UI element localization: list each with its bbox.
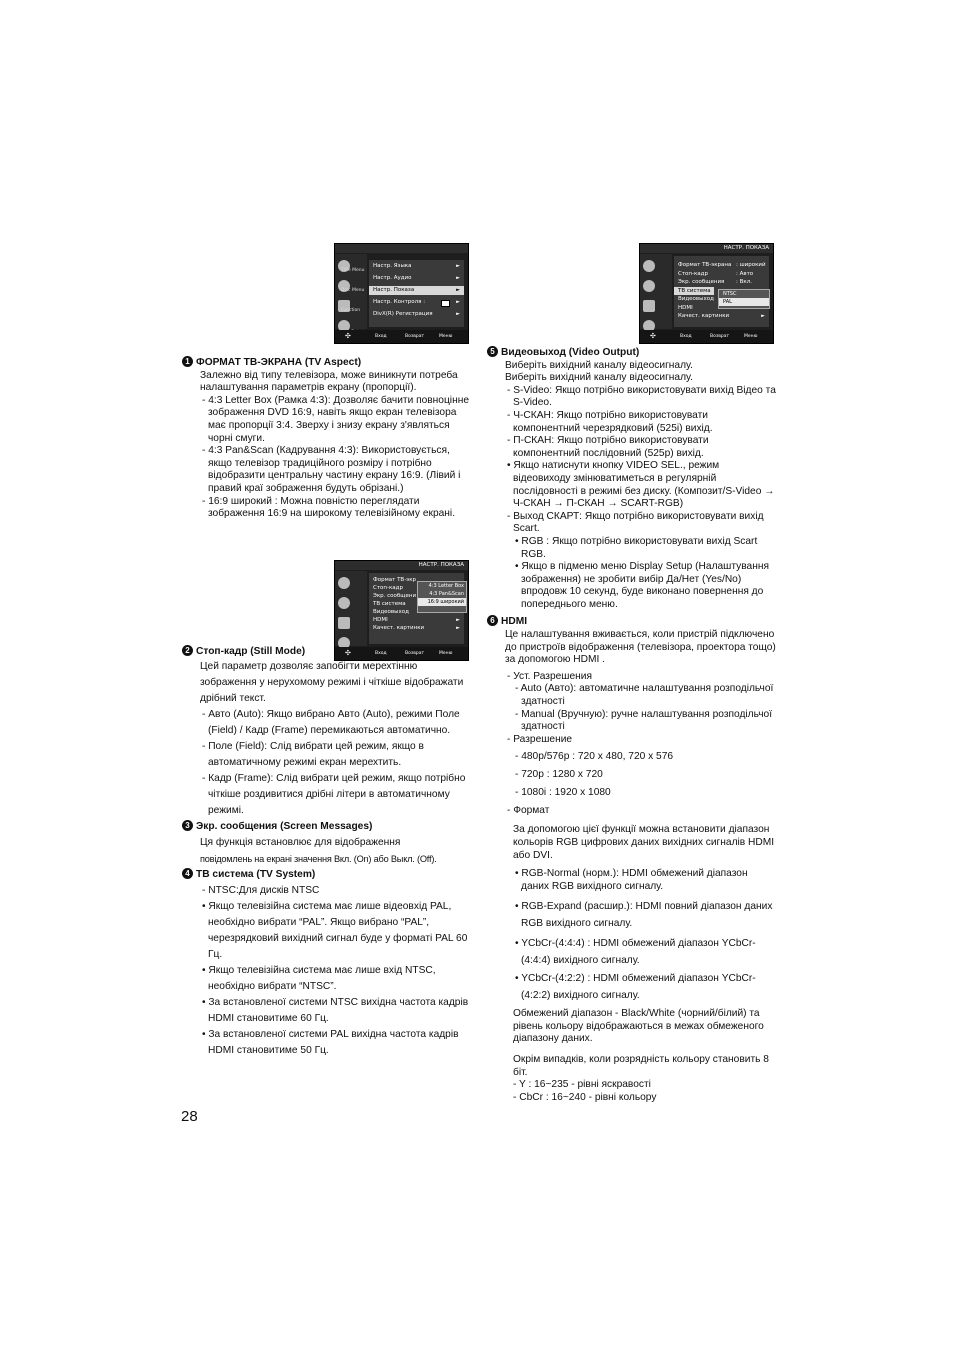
arrow-right-icon: ►	[456, 287, 460, 293]
screen-footer	[640, 330, 773, 343]
menu-row: Формат ТВ-экр	[373, 577, 417, 583]
section-number: 2	[182, 645, 193, 656]
menu-row: Стоп-кадр	[373, 585, 403, 591]
section-number: 5	[487, 346, 498, 357]
option-item: NTSC	[723, 291, 737, 297]
arrow-right-icon: ►	[761, 313, 765, 319]
menu-row: Экр. сообщения : Вкл.	[678, 279, 752, 285]
section-heading-tv-aspect: 1 ФОРМАТ ТВ-ЭКРАНА (TV Aspect)	[182, 356, 472, 370]
arrow-right-icon: ►	[456, 275, 460, 281]
menu-row: Настр. Аудио ►	[373, 275, 460, 281]
section-heading-screen-messages: 3 Экр. сообщения (Screen Messages)	[182, 819, 472, 835]
list-item: • Якщо телевізійна система має лише вхід NTSC, необхідно вибрати “NTSC”.	[202, 964, 436, 992]
arrow-right-icon: ►	[456, 299, 460, 305]
menu-hint: Меню	[744, 334, 758, 339]
list-item: - П-СКАН: Якщо потрібно використовувати компонентний послідовний (525p) вихід.	[507, 435, 709, 459]
list-item: - Разрешение	[507, 733, 573, 745]
right-column	[487, 346, 777, 1104]
section-heading-hdmi: 6 HDMI	[487, 615, 777, 629]
setup-menu-screenshot	[334, 243, 469, 344]
option-item: 4:3 Pan&Scan	[429, 591, 464, 597]
list-item: - 4:3 Letter Box (Рамка 4:3): Дозволяє бачити повноцінне зображення DVD 16:9, навіть якщо екран телевізора має пропорції 3:4. Зверху і знизу екрану з'являться чорні смуги.	[202, 394, 469, 444]
lock-icon	[441, 300, 450, 307]
sub-list-item: - Manual (Вручную): ручне налаштування розподільчої здатності	[515, 708, 773, 733]
arrow-right-icon: ►	[456, 311, 460, 317]
paragraph: Обмежений діапазон - Black/White (чорний/білий) та рівень кольору відображаються в межах обмеженого діапазону даних.	[513, 1008, 764, 1045]
sub-list-item: • Якщо в підменю меню Display Setup (Налаштування зображення) не зробити вибір Да/Нет (Yes/No) впродовж 10 секунд, буде виконано повернення до попереднього меню.	[515, 561, 769, 610]
menu-row: Настр. Языка ►	[373, 263, 460, 269]
menu-row: DivX(R) Регистрация ►	[373, 311, 460, 317]
side-label: Title Menu	[341, 268, 365, 273]
arrow-right-icon: ►	[456, 263, 460, 269]
list-item: • Якщо телевізійна система має лише відеовхід PAL, необхідно вибрати “PAL”. Якщо вибрано “PAL”, черезрядковий вихідний сигнал буде у форматі PAL 60 Гц.	[202, 900, 468, 960]
return-hint: Возврат	[405, 651, 425, 656]
function-icon	[643, 300, 655, 312]
row-value: : Вкл.	[736, 279, 752, 285]
menu-row: Видеовыход	[369, 608, 464, 616]
menu-row: Качест. картинки ►	[678, 313, 765, 319]
menu-row: Качест. картинки ►	[373, 625, 460, 631]
still-mode-section	[182, 645, 472, 1059]
menu-row: Формат ТВ-экрана : широкий	[678, 262, 766, 268]
list-item: • Якщо натиснути кнопку VIDEO SEL., режим відеовиходу змінюватиметься в регулярній послідовності в режимі без диску. (Композит/S-Video → Ч-СКАН → П-СКАН → SCART-RGB)	[507, 460, 775, 510]
sub-list-item: • RGB : Якщо потрібно використовувати вихід Scart RGB.	[515, 535, 758, 560]
title-menu-icon	[643, 260, 655, 272]
side-label: Function	[341, 308, 361, 313]
setup-menu-panel	[369, 260, 464, 327]
arrow-right-icon: ►	[456, 625, 460, 631]
section-number: 3	[182, 820, 193, 831]
sub-list-item: - Auto (Авто): автоматичне налаштування розподільчої здатності	[515, 683, 774, 708]
arrow-right-icon: ►	[456, 617, 460, 623]
section-number: 6	[487, 615, 498, 626]
sub-list-item: • RGB-Expand (расшир.): HDMI повний діапазон даних RGB вихідного сигналу.	[515, 901, 773, 930]
screen-title: НАСТР. ПОКАЗА	[335, 561, 468, 570]
dpad-icon: ✣	[345, 332, 351, 340]
screen-footer	[335, 330, 468, 343]
sub-list-item: - 480p/576p : 720 x 480, 720 x 576	[515, 751, 674, 763]
option-item-selected: PAL	[719, 298, 769, 306]
paragraph-line: Виберіть вихідний каналу відеосигналу.	[505, 372, 693, 384]
menu-row: HDMI ►	[373, 617, 460, 623]
menu-row-selected: Настр. Показа ►	[369, 286, 464, 295]
screen-sidebar	[335, 254, 367, 329]
list-item: - S-Video: Якщо потрібно використовувати вихід Відео та S-Video.	[507, 384, 776, 409]
list-item: • За встановленої системи NTSC вихідна частота кадрів HDMI становитиме 60 Гц.	[202, 996, 469, 1024]
disc-menu-icon	[643, 280, 655, 292]
list-item: - Уст. Разрешения	[507, 670, 592, 682]
list-item: - 16:9 широкий : Можна повністю переглядати зображення 16:9 на широкому телевізійному екрані.	[202, 495, 456, 520]
menu-hint: Меню	[439, 651, 453, 656]
list-item: - CbCr : 16~240 - рівні кольору	[513, 1091, 657, 1103]
paragraph-line: Ця функція встановлює для відображення	[200, 836, 401, 848]
paragraph: Цей параметр дозволяє запобігти мерехтінню зображення у нерухомому режимі і чіткіше відображати дрібний текст.	[200, 660, 464, 704]
screen-topbar	[335, 244, 468, 253]
list-item: - 4:3 Pan&Scan (Кадрування 4:3): Використовується, якщо телевізор традиційного розміру і потрібно відобразити центральну частину екрану 16:9. (Лівий і правий краї зображення будуть обрізані.)	[202, 445, 461, 494]
list-item: - Y : 16~235 - рівні яскравості	[513, 1079, 651, 1091]
sub-list-item: • YCbCr-(4:4:4) : HDMI обмежений діапазон YCbCr-(4:4:4) вихідного сигналу.	[515, 938, 756, 967]
dpad-icon: ✣	[345, 649, 351, 657]
paragraph: Залежно від типу телевізора, може виникнути потреба налаштування параметрів екрану (пропорції).	[200, 369, 458, 394]
paragraph: За допомогою цієї функції можна встановити діапазон кольорів RGB цифрових даних вихідних сигналів HDMI або DVI.	[513, 824, 775, 861]
dpad-icon: ✣	[650, 332, 656, 340]
sub-list-item: - 1080i : 1920 x 1080	[515, 787, 611, 799]
section-heading-still-mode: 2 Стоп-кадр (Still Mode)	[182, 645, 472, 659]
menu-row: HDMI	[678, 304, 693, 311]
sub-list-item: - 720p : 1280 x 720	[515, 769, 603, 781]
option-item: 4:3 Letter Box	[428, 583, 464, 589]
enter-hint: Вход	[680, 334, 692, 339]
sub-list-item: • RGB-Normal (норм.): HDMI обмежений діапазон даних RGB вихідного сигналу.	[515, 868, 748, 893]
list-item: - Формат	[507, 805, 550, 817]
menu-row: Видеовыход	[678, 296, 714, 302]
row-value: : широкий	[736, 262, 766, 268]
list-item: - Кадр (Frame): Слід вибрати цей режим, якщо потрібно чіткіше роздивитися дрібні літери в автоматичному режимі.	[202, 772, 466, 816]
list-item: - Выход СКАРТ: Якщо потрібно використовувати вихід Scart.	[507, 510, 764, 535]
menu-row: ТВ система	[373, 601, 406, 607]
format-list	[487, 867, 777, 1004]
page-number: 28	[181, 1108, 198, 1125]
left-column	[182, 356, 472, 1059]
screen-title: НАСТР. ПОКАЗА	[640, 244, 773, 253]
menu-row-selected: ТВ система	[674, 287, 714, 296]
option-item-selected: 16:9 широкий	[418, 598, 466, 606]
sub-list-item: • YCbCr-(4:2:2) : HDMI обмежений діапазон YCbCr-(4:2:2) вихідного сигналу.	[515, 973, 756, 1002]
paragraph: Окрім випадків, коли розрядність кольору становить 8 біт.	[513, 1053, 769, 1078]
menu-row: Экр. сообщени	[373, 593, 417, 599]
resolution-list	[487, 748, 777, 802]
list-item: - Поле (Field): Слід вибрати цей режим, якщо в автоматичному режимі екран мерехтить.	[202, 740, 424, 768]
list-item: - Авто (Auto): Якщо вибрано Авто (Auto), режими Поле (Field) / Кадр (Frame) перемикаються автоматично.	[202, 708, 460, 736]
tv-system-screenshot	[639, 243, 774, 344]
list-item: - NTSC:Для дисків NTSC	[202, 884, 320, 896]
side-label: Disc Menu	[341, 288, 365, 293]
screen-sidebar	[640, 254, 672, 329]
section-heading-tv-system: 4 ТВ система (TV System)	[182, 867, 472, 883]
paragraph: Це налаштування вживається, коли пристрій підключено до пристроїв відображення (телевізора, проектора тощо) за допомогою HDMI .	[505, 629, 776, 666]
paragraph-line: повідомлень на екрані значення Вкл. (On) або Выкл. (Off).	[200, 853, 437, 864]
enter-hint: Вход	[375, 334, 387, 339]
menu-row: Настр. Контроля : ►	[373, 299, 460, 305]
section-number: 4	[182, 868, 193, 879]
return-hint: Возврат	[710, 334, 730, 339]
section-number: 1	[182, 356, 193, 367]
return-hint: Возврат	[405, 334, 425, 339]
tv-system-options-popup	[718, 289, 770, 309]
menu-row: Стоп-кадр : Авто	[678, 270, 754, 277]
list-item: • За встановленої системи PAL вихідна частота кадрів HDMI становитиме 50 Гц.	[202, 1028, 459, 1056]
list-item: - Ч-СКАН: Якщо потрібно використовувати компонентний черезрядковий (525i) вихід.	[507, 409, 713, 434]
enter-hint: Вход	[375, 651, 387, 656]
row-value: : Авто	[736, 270, 754, 277]
paragraph-line: Виберіть вихідний каналу відеосигналу.	[505, 359, 693, 371]
menu-hint: Меню	[439, 334, 453, 339]
section-heading-video-output: 5 Видеовыход (Video Output)	[487, 346, 777, 360]
